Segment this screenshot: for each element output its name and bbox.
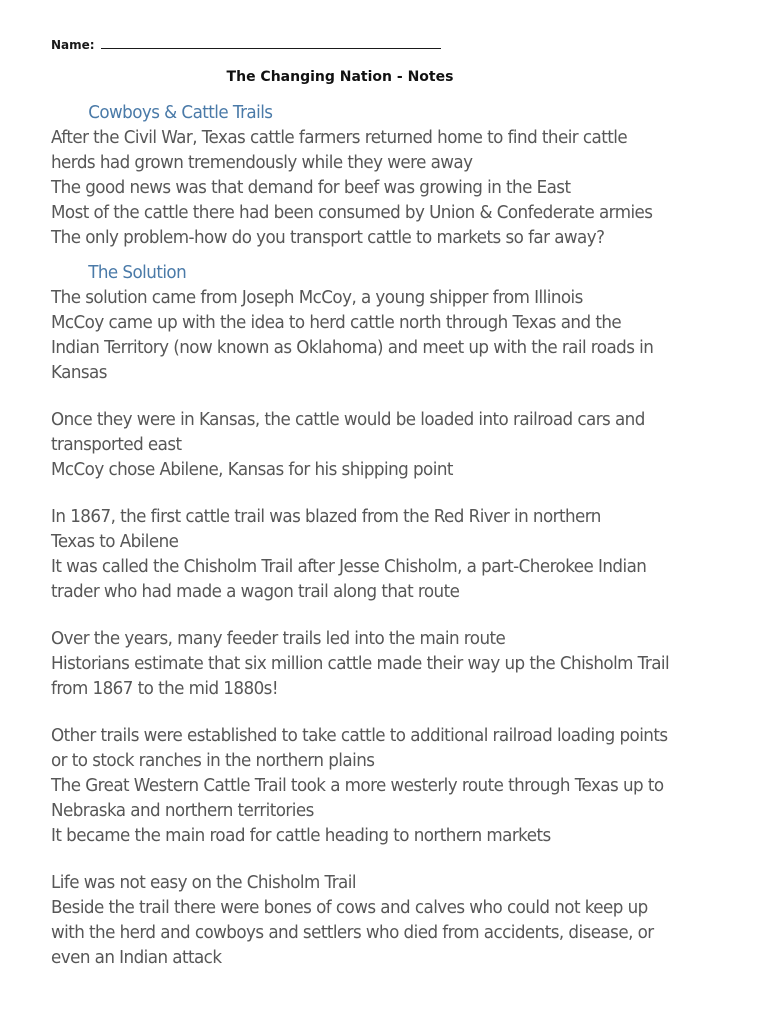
name-label: Name:: [51, 38, 95, 52]
text-line: It was called the Chisholm Trail after Jesse Chisholm, a part-Cherokee Indian: [51, 556, 647, 577]
text-line: Most of the cattle there had been consumed by Union & Confederate armies: [51, 202, 653, 223]
name-blank: [101, 38, 441, 49]
text-line: from 1867 to the mid 1880s!: [51, 678, 279, 699]
name-field-line: [51, 38, 441, 52]
text-line: even an Indian attack: [51, 947, 222, 968]
text-line: Over the years, many feeder trails led into the main route: [51, 628, 506, 649]
paragraph: [51, 870, 693, 970]
text-line: Beside the trail there were bones of cows and calves who could not keep up: [51, 897, 648, 918]
text-line: Nebraska and northern territories: [51, 800, 314, 821]
spacer: [51, 250, 693, 260]
text-line: Other trails were established to take cattle to additional railroad loading points: [51, 725, 668, 746]
paragraph: [51, 407, 693, 482]
notes-content: [51, 100, 693, 970]
text-line: Historians estimate that six million cattle made their way up the Chisholm Trail: [51, 653, 670, 674]
section-cowboys-body: [51, 125, 693, 250]
section-heading-solution: The Solution: [88, 262, 187, 283]
text-line: The only problem-how do you transport cattle to markets so far away?: [51, 227, 605, 248]
text-line: Kansas: [51, 362, 107, 383]
paragraph: [51, 723, 693, 848]
text-line: or to stock ranches in the northern plains: [51, 750, 375, 771]
text-line: McCoy chose Abilene, Kansas for his shipping point: [51, 459, 453, 480]
text-line: The Great Western Cattle Trail took a more westerly route through Texas up to: [51, 775, 664, 796]
text-line: The good news was that demand for beef was growing in the East: [51, 177, 571, 198]
text-line: Once they were in Kansas, the cattle would be loaded into railroad cars and: [51, 409, 645, 430]
spacer: [51, 385, 693, 407]
spacer: [51, 604, 693, 626]
text-line: In 1867, the first cattle trail was blazed from the Red River in northern: [51, 506, 601, 527]
text-line: After the Civil War, Texas cattle farmers returned home to find their cattle: [51, 127, 628, 148]
page-title-text: The Changing Nation - Notes: [226, 69, 454, 85]
text-line: McCoy came up with the idea to herd cattle north through Texas and the: [51, 312, 622, 333]
text-line: It became the main road for cattle heading to northern markets: [51, 825, 551, 846]
text-line: herds had grown tremendously while they were away: [51, 152, 473, 173]
page-title: [0, 69, 680, 85]
text-line: transported east: [51, 434, 182, 455]
paragraph: [51, 504, 693, 604]
paragraph: [51, 626, 693, 701]
text-line: Indian Territory (now known as Oklahoma) and meet up with the rail roads in: [51, 337, 654, 358]
text-line: The solution came from Joseph McCoy, a young shipper from Illinois: [51, 287, 583, 308]
spacer: [51, 482, 693, 504]
text-line: Life was not easy on the Chisholm Trail: [51, 872, 356, 893]
paragraph: [51, 285, 693, 385]
section-heading-cowboys: Cowboys & Cattle Trails: [88, 102, 273, 123]
spacer: [51, 848, 693, 870]
text-line: Texas to Abilene: [51, 531, 179, 552]
spacer: [51, 701, 693, 723]
text-line: trader who had made a wagon trail along that route: [51, 581, 460, 602]
text-line: with the herd and cowboys and settlers who died from accidents, disease, or: [51, 922, 654, 943]
